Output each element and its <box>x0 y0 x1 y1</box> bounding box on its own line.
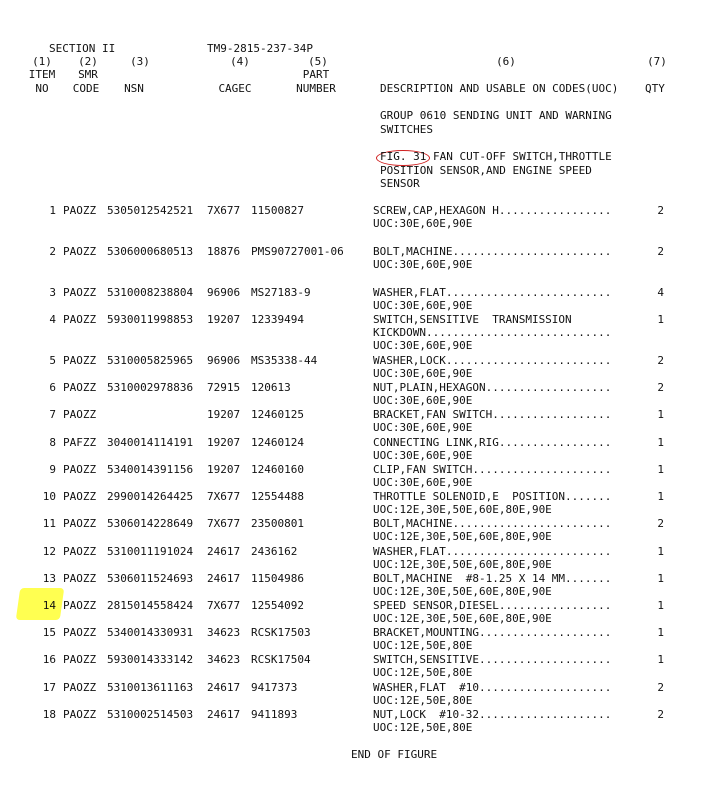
cagec: 19207 <box>207 408 241 421</box>
smr-code: PAOZZ <box>63 463 97 476</box>
figure-title-line1: FIG. 31 FAN CUT-OFF SWITCH,THROTTLE <box>380 150 612 163</box>
table-row <box>0 354 704 382</box>
uoc-codes: UOC:12E,50E,80E <box>373 694 473 707</box>
uoc-codes: UOC:30E,60E,90E <box>373 299 473 312</box>
description: SWITCH,SENSITIVE TRANSMISSION <box>373 313 572 326</box>
description: THROTTLE SOLENOID,E POSITION....... <box>373 490 612 503</box>
part-number: 12460125 <box>251 408 304 421</box>
table-row <box>0 436 704 464</box>
uoc-codes: UOC:12E,50E,80E <box>373 666 473 679</box>
cagec: 7X677 <box>207 599 241 612</box>
table-row <box>0 572 704 600</box>
description: BOLT,MACHINE........................ <box>373 245 612 258</box>
table-row <box>0 463 704 491</box>
item-number: 10 <box>42 490 56 503</box>
col7-number: (7) <box>647 55 667 68</box>
quantity: 2 <box>657 708 664 721</box>
smr-code: PAOZZ <box>63 599 97 612</box>
nsn: 5310013611163 <box>107 681 194 694</box>
description: BOLT,MACHINE #8-1.25 X 14 MM....... <box>373 572 612 585</box>
part-number: 23500801 <box>251 517 304 530</box>
tm-number: TM9-2815-237-34P <box>207 42 313 55</box>
part-number: 12339494 <box>251 313 304 326</box>
quantity: 2 <box>657 517 664 530</box>
table-row <box>0 545 704 573</box>
smr-code: PAOZZ <box>63 681 97 694</box>
cagec: 24617 <box>207 545 241 558</box>
col5-number: (5) <box>308 55 328 68</box>
group-title-line1: GROUP 0610 SENDING UNIT AND WARNING <box>380 109 612 122</box>
smr-code: PAOZZ <box>63 408 97 421</box>
smr-code: PAOZZ <box>63 708 97 721</box>
nsn: 3040014114191 <box>107 436 194 449</box>
quantity: 2 <box>657 681 664 694</box>
smr-code: PAOZZ <box>63 313 97 326</box>
item-number: 13 <box>42 572 56 585</box>
col4-label-cagec: CAGEC <box>218 82 252 95</box>
uoc-codes: UOC:30E,60E,90E <box>373 394 473 407</box>
smr-code: PAOZZ <box>63 286 97 299</box>
cagec: 96906 <box>207 286 241 299</box>
uoc-codes: UOC:12E,30E,50E,60E,80E,90E <box>373 503 552 516</box>
uoc-codes: UOC:30E,60E,90E <box>373 367 473 380</box>
nsn: 5310005825965 <box>107 354 194 367</box>
description: SPEED SENSOR,DIESEL................. <box>373 599 612 612</box>
table-row <box>0 381 704 409</box>
item-number: 4 <box>49 313 56 326</box>
nsn: 5306014228649 <box>107 517 194 530</box>
description-continued: KICKDOWN............................ <box>373 326 612 339</box>
quantity: 1 <box>657 572 664 585</box>
item-number: 17 <box>42 681 56 694</box>
quantity: 2 <box>657 381 664 394</box>
uoc-codes: UOC:12E,30E,50E,60E,80E,90E <box>373 558 552 571</box>
smr-code: PAOZZ <box>63 490 97 503</box>
item-number: 7 <box>49 408 56 421</box>
cagec: 19207 <box>207 436 241 449</box>
smr-code: PAOZZ <box>63 354 97 367</box>
table-row <box>0 517 704 545</box>
cagec: 24617 <box>207 708 241 721</box>
smr-code: PAOZZ <box>63 204 97 217</box>
quantity: 1 <box>657 436 664 449</box>
table-row <box>0 286 704 314</box>
item-number: 2 <box>49 245 56 258</box>
nsn: 5310008238804 <box>107 286 194 299</box>
quantity: 2 <box>657 245 664 258</box>
uoc-codes: UOC:30E,60E,90E <box>373 449 473 462</box>
description: BOLT,MACHINE........................ <box>373 517 612 530</box>
part-number: 12460160 <box>251 463 304 476</box>
col1-label-no: NO <box>35 82 49 95</box>
description: WASHER,FLAT......................... <box>373 545 612 558</box>
quantity: 1 <box>657 313 664 326</box>
smr-code: PAOZZ <box>63 245 97 258</box>
description: CONNECTING LINK,RIG................. <box>373 436 612 449</box>
nsn: 5340014391156 <box>107 463 194 476</box>
part-number: 11500827 <box>251 204 304 217</box>
table-row <box>0 204 704 232</box>
uoc-codes: UOC:30E,60E,90E <box>373 476 473 489</box>
nsn: 5930014333142 <box>107 653 194 666</box>
item-number: 1 <box>49 204 56 217</box>
col1-number: (1) <box>32 55 52 68</box>
nsn: 5306000680513 <box>107 245 194 258</box>
col3-label-nsn: NSN <box>124 82 144 95</box>
quantity: 4 <box>657 286 664 299</box>
cagec: 34623 <box>207 626 241 639</box>
nsn: 2990014264425 <box>107 490 194 503</box>
part-number: 12554488 <box>251 490 304 503</box>
cagec: 7X677 <box>207 204 241 217</box>
col1-label-item: ITEM <box>28 68 56 81</box>
part-number: PMS90727001-06 <box>251 245 344 258</box>
smr-code: PAFZZ <box>63 436 97 449</box>
part-number: 2436162 <box>251 545 298 558</box>
uoc-codes: UOC:12E,30E,50E,60E,80E,90E <box>373 585 552 598</box>
item-number: 8 <box>49 436 56 449</box>
smr-code: PAOZZ <box>63 517 97 530</box>
description: BRACKET,MOUNTING.................... <box>373 626 612 639</box>
item-number: 9 <box>49 463 56 476</box>
col6-number: (6) <box>496 55 516 68</box>
nsn: 5310002514503 <box>107 708 194 721</box>
smr-code: PAOZZ <box>63 653 97 666</box>
item-number: 6 <box>49 381 56 394</box>
smr-code: PAOZZ <box>63 381 97 394</box>
uoc-codes: UOC:30E,60E,90E <box>373 421 473 434</box>
description: CLIP,FAN SWITCH..................... <box>373 463 612 476</box>
col5-label-part: PART <box>302 68 330 81</box>
cagec: 7X677 <box>207 490 241 503</box>
col3-number: (3) <box>130 55 150 68</box>
quantity: 2 <box>657 204 664 217</box>
col6-label-description: DESCRIPTION AND USABLE ON CODES(UOC) <box>380 82 619 95</box>
cagec: 19207 <box>207 313 241 326</box>
item-number: 16 <box>42 653 56 666</box>
item-number: 15 <box>42 626 56 639</box>
item-number: 5 <box>49 354 56 367</box>
col4-number: (4) <box>230 55 250 68</box>
description: WASHER,LOCK......................... <box>373 354 612 367</box>
uoc-codes: UOC:12E,30E,50E,60E,80E,90E <box>373 530 552 543</box>
part-number: 11504986 <box>251 572 304 585</box>
quantity: 1 <box>657 463 664 476</box>
description: SCREW,CAP,HEXAGON H................. <box>373 204 612 217</box>
uoc-codes: UOC:12E,30E,50E,60E,80E,90E <box>373 612 552 625</box>
part-number: 9411893 <box>251 708 298 721</box>
smr-code: PAOZZ <box>63 626 97 639</box>
section-label: SECTION II <box>49 42 116 55</box>
table-row <box>0 408 704 436</box>
nsn: 5305012542521 <box>107 204 194 217</box>
part-number: 120613 <box>251 381 291 394</box>
part-number: 12460124 <box>251 436 304 449</box>
table-row <box>0 245 704 273</box>
description: NUT,PLAIN,HEXAGON................... <box>373 381 612 394</box>
cagec: 19207 <box>207 463 241 476</box>
part-number: 12554092 <box>251 599 304 612</box>
quantity: 2 <box>657 354 664 367</box>
cagec: 7X677 <box>207 517 241 530</box>
item-number: 3 <box>49 286 56 299</box>
table-row <box>0 653 704 681</box>
nsn: 5310011191024 <box>107 545 194 558</box>
cagec: 34623 <box>207 653 241 666</box>
item-number: 14 <box>42 599 56 612</box>
nsn: 5310002978836 <box>107 381 194 394</box>
cagec: 24617 <box>207 572 241 585</box>
uoc-codes: UOC:12E,50E,80E <box>373 721 473 734</box>
nsn: 5306011524693 <box>107 572 194 585</box>
group-title-line2: SWITCHES <box>380 123 433 136</box>
uoc-codes: UOC:30E,60E,90E <box>373 258 473 271</box>
quantity: 1 <box>657 599 664 612</box>
description: NUT,LOCK #10-32.................... <box>373 708 612 721</box>
item-number: 18 <box>42 708 56 721</box>
table-row <box>0 708 704 736</box>
figure-title-line3: SENSOR <box>380 177 420 190</box>
quantity: 1 <box>657 408 664 421</box>
item-number: 11 <box>42 517 56 530</box>
quantity: 1 <box>657 626 664 639</box>
table-row <box>0 681 704 709</box>
cagec: 96906 <box>207 354 241 367</box>
cagec: 72915 <box>207 381 241 394</box>
smr-code: PAOZZ <box>63 572 97 585</box>
description: WASHER,FLAT......................... <box>373 286 612 299</box>
part-number: 9417373 <box>251 681 298 694</box>
col5-label-number: NUMBER <box>296 82 336 95</box>
table-row <box>0 313 704 352</box>
col2-label-smr: SMR <box>78 68 98 81</box>
smr-code: PAOZZ <box>63 545 97 558</box>
table-row <box>0 626 704 654</box>
nsn: 5340014330931 <box>107 626 194 639</box>
cagec: 24617 <box>207 681 241 694</box>
table-row <box>0 599 704 627</box>
nsn: 2815014558424 <box>107 599 194 612</box>
table-row <box>0 490 704 518</box>
description: SWITCH,SENSITIVE.................... <box>373 653 612 666</box>
end-of-figure: END OF FIGURE <box>351 748 438 761</box>
uoc-codes: UOC:30E,60E,90E <box>373 217 473 230</box>
uoc-codes: UOC:12E,50E,80E <box>373 639 473 652</box>
part-number: RCSK17504 <box>251 653 311 666</box>
col2-label-code: CODE <box>72 82 100 95</box>
part-number: MS27183-9 <box>251 286 311 299</box>
quantity: 1 <box>657 545 664 558</box>
quantity: 1 <box>657 653 664 666</box>
item-number: 12 <box>42 545 56 558</box>
col7-label-qty: QTY <box>645 82 665 95</box>
nsn: 5930011998853 <box>107 313 194 326</box>
figure-title-line2: POSITION SENSOR,AND ENGINE SPEED <box>380 164 592 177</box>
part-number: MS35338-44 <box>251 354 318 367</box>
quantity: 1 <box>657 490 664 503</box>
col2-number: (2) <box>78 55 98 68</box>
cagec: 18876 <box>207 245 241 258</box>
part-number: RCSK17503 <box>251 626 311 639</box>
description: WASHER,FLAT #10.................... <box>373 681 612 694</box>
uoc-codes: UOC:30E,60E,90E <box>373 339 473 352</box>
description: BRACKET,FAN SWITCH.................. <box>373 408 612 421</box>
